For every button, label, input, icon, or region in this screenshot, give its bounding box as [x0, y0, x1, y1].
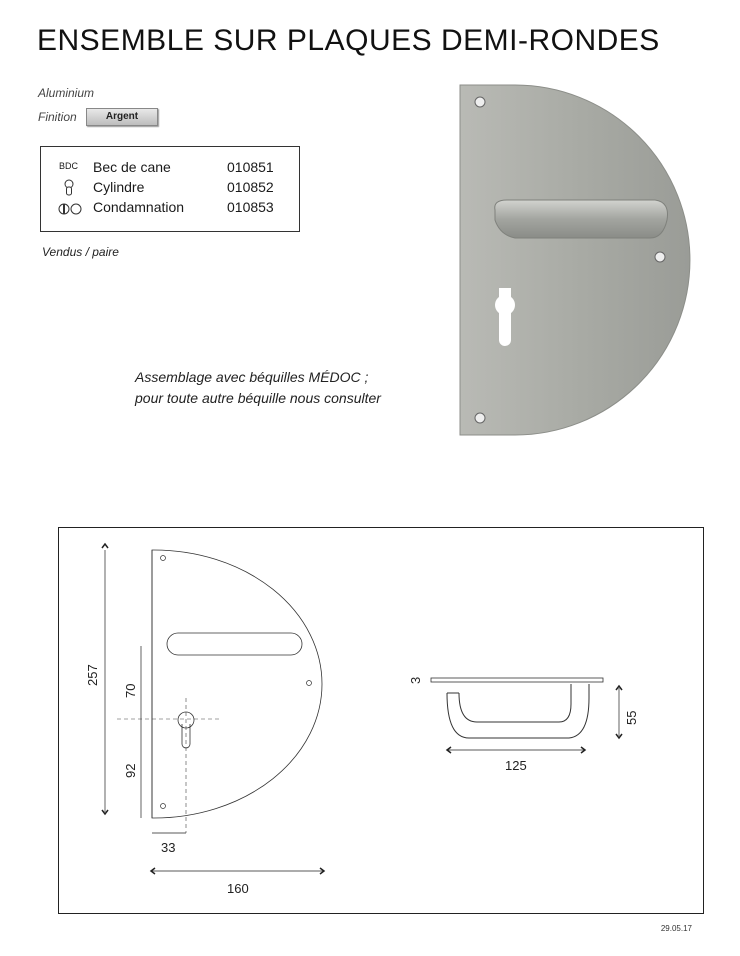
print-date: 29.05.17 — [660, 924, 692, 933]
dim-thickness: 3 — [408, 676, 423, 684]
reference-label: Condamnation — [93, 199, 185, 215]
reference-code: 010851 — [227, 159, 274, 175]
drawing-canvas — [59, 528, 703, 913]
dim-handle-depth: 55 — [624, 710, 639, 725]
plate-outline — [152, 550, 322, 818]
material-label: Aluminium — [38, 86, 95, 100]
reference-row — [41, 159, 299, 179]
finish-badge: Argent — [86, 108, 158, 126]
finish-label: Finition — [38, 110, 77, 124]
reference-code: 010853 — [227, 199, 274, 215]
reference-code: 010852 — [227, 179, 274, 195]
bdc-label: BDC — [59, 161, 79, 171]
assembly-note — [135, 367, 381, 409]
dim-upper: 70 — [123, 683, 138, 698]
reference-table — [40, 146, 300, 232]
dim-width: 160 — [227, 881, 249, 896]
side-plate — [431, 678, 603, 682]
product-photo — [455, 80, 695, 440]
technical-drawing — [58, 527, 704, 914]
reference-label: Bec de cane — [93, 159, 171, 175]
sold-note: Vendus / paire — [42, 245, 119, 259]
reference-row — [41, 199, 299, 219]
reference-label: Cylindre — [93, 179, 145, 195]
condemnation-icon — [58, 203, 84, 217]
page-title: ENSEMBLE SUR PLAQUES DEMI-RONDES — [37, 24, 660, 57]
dim-handle-length: 125 — [505, 758, 527, 773]
dim-offset: 33 — [161, 840, 176, 855]
reference-row — [41, 179, 299, 199]
cylinder-icon — [63, 179, 75, 199]
assembly-note-line2: pour toute autre béquille nous consulter — [135, 390, 381, 406]
assembly-note-line1: Assemblage avec béquilles MÉDOC ; — [135, 369, 369, 385]
handle-slot — [167, 633, 302, 655]
dim-lower: 92 — [123, 763, 138, 778]
dim-height: 257 — [85, 664, 100, 686]
side-handle — [447, 684, 589, 738]
